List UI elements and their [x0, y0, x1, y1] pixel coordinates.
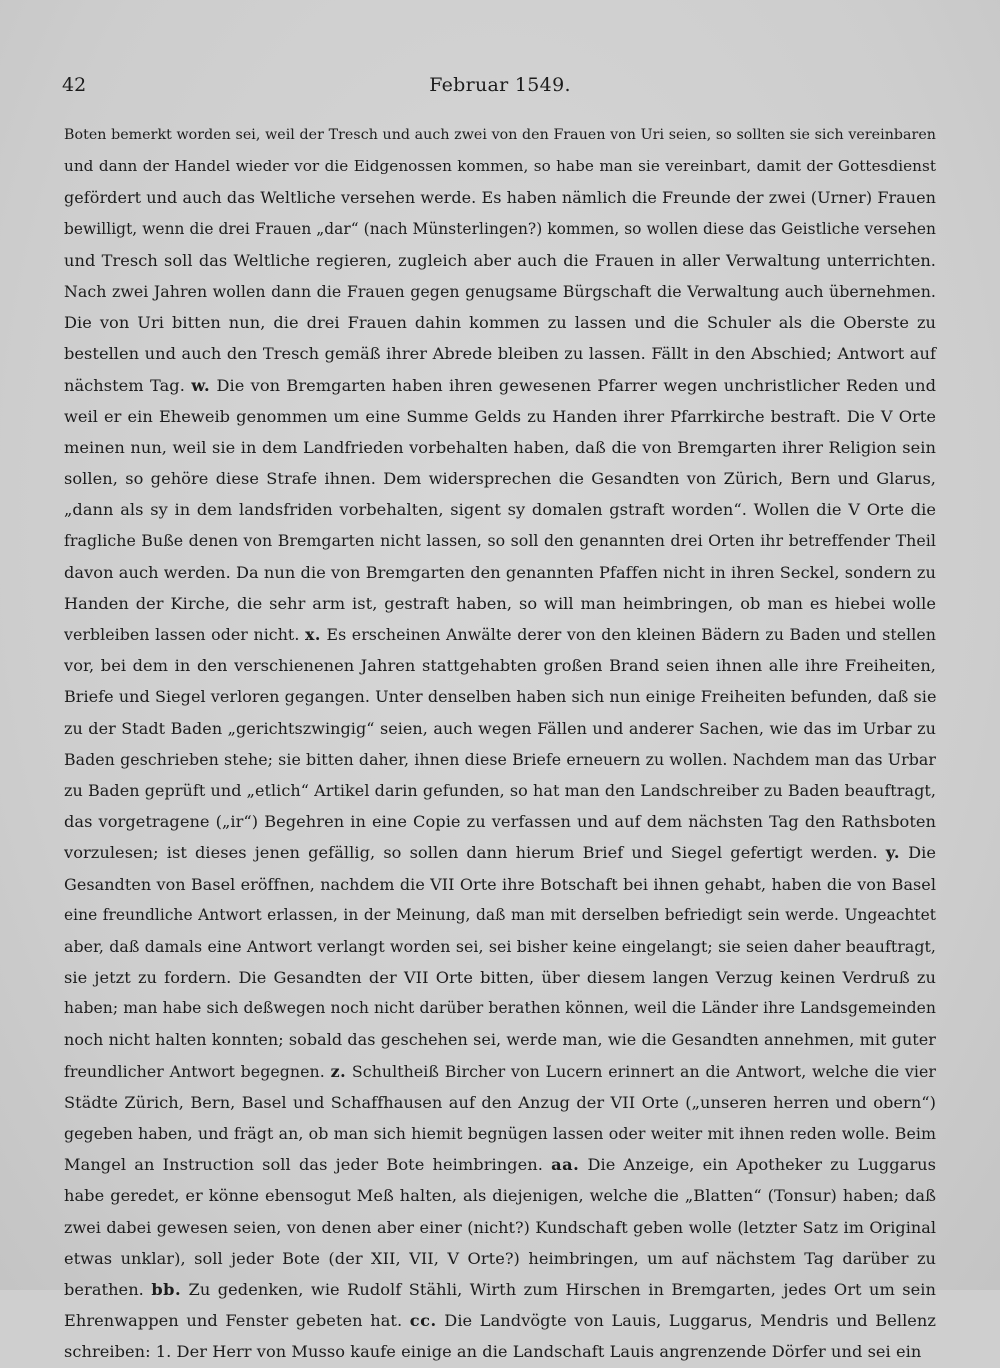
text-line: [64, 619, 936, 650]
section-marker: y.: [885, 843, 900, 863]
text-line: und dann der Handel wieder vor die Eidgenossen kommen, so habe man sie vereinbart, damit der Gottesdienst: [64, 157, 936, 176]
text-segment: verbleiben lassen oder nicht.: [64, 625, 305, 644]
text-line: etwas unklar), soll jeder Bote (der XII, VII, V Orte?) heimbringen, um auf nächstem Tag darüber zu: [64, 1248, 936, 1268]
text-line: schreiben: 1. Der Herr von Musso kaufe einige an die Landschaft Lauis angrenzende Dörfer und sei ein: [64, 1342, 922, 1362]
text-segment: berathen.: [64, 1279, 152, 1299]
text-line: bewilligt, wenn die drei Frauen „dar“ (nach Münsterlingen?) kommen, so wollen diese das Geistliche versehen: [64, 219, 936, 238]
text-segment: Mangel an Instruction soll das jeder Bote heimbringen.: [64, 1155, 552, 1175]
text-line: fragliche Buße denen von Bremgarten nicht lassen, so soll den genannten drei Orten ihr betreffender Theil: [64, 531, 936, 551]
text-line: Nach zwei Jahren wollen dann die Frauen gegen genugsame Bürgschaft die Verwaltung auch übernehmen.: [64, 281, 936, 301]
section-marker: aa.: [551, 1155, 580, 1175]
text-segment: freundlicher Antwort begegnen.: [64, 1061, 331, 1081]
running-title: Februar 1549.: [429, 74, 571, 96]
text-line: [64, 1056, 936, 1087]
text-line: haben; man habe sich deßwegen noch nicht darüber berathen können, weil die Länder ihre Landsgemeinden: [64, 999, 936, 1018]
text-line: zu der Stadt Baden „gerichtszwingig“ seien, auch wegen Fällen und anderer Sachen, wie das im Urbar zu: [64, 718, 936, 738]
text-line: sie jetzt zu fordern. Die Gesandten der VII Orte bitten, über diesem langen Verzug keinen Verdruß zu: [64, 968, 936, 988]
text-line: vor, bei dem in den verschienenen Jahren stattgehabten großen Brand seien ihnen alle ihre Freiheiten,: [64, 656, 936, 676]
text-line: [64, 837, 936, 868]
text-line: Handen der Kirche, die sehr arm ist, gestraft haben, so will man heimbringen, ob man es hiebei wolle: [64, 593, 936, 613]
text-line: zu Baden geprüft und „etlich“ Artikel darin gefunden, so hat man den Landschreiber zu Baden beauftragt,: [64, 780, 936, 800]
text-segment: vorzulesen; ist dieses jenen gefällig, so sollen dann hierum Brief und Siegel gefertigt werden.: [64, 843, 886, 863]
text-line: habe geredet, er könne ebensogut Meß halten, als diejenigen, welche die „Blatten“ (Tonsur) haben; daß: [64, 1186, 936, 1206]
text-segment: Schultheiß Bircher von Lucern erinnert an die Antwort, welche die vier: [346, 1061, 936, 1081]
text-segment: Die: [899, 843, 936, 863]
section-marker: z.: [330, 1061, 347, 1081]
section-marker: cc.: [409, 1311, 437, 1331]
text-line: zwei dabei gewesen seien, von denen aber einer (nicht?) Kundschaft geben wolle (letzter Satz im Original: [64, 1217, 936, 1237]
text-line: Die von Uri bitten nun, die drei Frauen dahin kommen zu lassen und die Schuler als die Oberste zu: [64, 313, 936, 333]
text-line: noch nicht halten konnten; sobald das geschehen sei, werde man, wie die Gesandten annehmen, mit guter: [64, 1030, 936, 1050]
text-segment: nächstem Tag.: [64, 375, 192, 395]
text-line: [64, 370, 936, 401]
section-marker: w.: [191, 375, 211, 395]
text-line: gegeben haben, und frägt an, ob man sich hiemit begnügen lassen oder weiter mit ihnen reden wolle. Beim: [64, 1124, 936, 1143]
text-line: davon auch werden. Da nun die von Bremgarten den genannten Pfaffen nicht in ihren Seckel, sondern zu: [64, 562, 936, 582]
page-header: [62, 74, 938, 104]
section-marker: x.: [304, 625, 321, 644]
text-segment: Ehrenwappen und Fenster gebeten hat.: [64, 1311, 410, 1331]
text-line: Städte Zürich, Bern, Basel und Schaffhausen auf den Anzug der VII Orte („unseren herren und obern“): [64, 1092, 936, 1112]
text-line: [64, 1305, 936, 1336]
text-line: sollen, so gehöre diese Strafe ihnen. Dem widersprechen die Gesandten von Zürich, Bern und Glarus,: [64, 469, 936, 489]
text-segment: Die Anzeige, ein Apotheker zu Luggarus: [579, 1155, 936, 1175]
text-line: „dann als sy in dem landsfriden vorbehalten, sigent sy domalen gstraft worden“. Wollen die V Orte die: [64, 500, 936, 520]
text-line: und Tresch soll das Weltliche regieren, zugleich aber auch die Frauen in aller Verwaltung unterrichten.: [64, 250, 936, 270]
text-segment: Es erscheinen Anwälte derer von den kleinen Bädern zu Baden und stellen: [320, 625, 936, 644]
text-line: Gesandten von Basel eröffnen, nachdem die VII Orte ihre Botschaft bei ihnen gehabt, haben die von Basel: [64, 874, 936, 894]
page-number: 42: [62, 74, 87, 96]
text-segment: Zu gedenken, wie Rudolf Stähli, Wirth zum Hirschen in Bremgarten, jedes Ort um sein: [181, 1279, 936, 1299]
text-line: gefördert und auch das Weltliche versehen werde. Es haben nämlich die Freunde der zwei (Urner) Frauen: [64, 188, 936, 208]
text-line: Briefe und Siegel verloren gegangen. Unter denselben haben sich nun einige Freiheiten befunden, daß sie: [64, 687, 937, 707]
text-line: eine freundliche Antwort erlassen, in der Meinung, daß man mit derselben befriedigt sein werde. Ungeachtet: [64, 905, 936, 924]
text-line: aber, daß damals eine Antwort verlangt worden sei, sei bisher keine eingelangt; sie seien daher beauftragt,: [64, 936, 936, 956]
text-segment: Die Landvögte von Lauis, Luggarus, Mendris und Bellenz: [436, 1311, 936, 1331]
text-segment: Die von Bremgarten haben ihren gewesenen Pfarrer wegen unchristlicher Reden und: [210, 375, 936, 395]
text-line: meinen nun, weil sie in dem Landfrieden vorbehalten haben, daß die von Bremgarten ihrer Religion sein: [64, 437, 936, 457]
text-line: Boten bemerkt worden sei, weil der Tresch und auch zwei von den Frauen von Uri seien, so sollten sie sich vereinbaren: [64, 127, 936, 143]
text-line: Baden geschrieben stehe; sie bitten daher, ihnen diese Briefe erneuern zu wollen. Nachdem man das Urbar: [64, 749, 936, 769]
text-line: [64, 1149, 936, 1180]
section-marker: bb.: [151, 1279, 182, 1299]
text-line: das vorgetragene („ir“) Begehren in eine Copie zu verfassen und auf dem nächsten Tag den Rathsboten: [64, 812, 936, 832]
body-text: [64, 120, 936, 1368]
text-line: bestellen und auch den Tresch gemäß ihrer Abrede bleiben zu lassen. Fällt in den Abschied; Antwort auf: [64, 344, 936, 364]
text-line: weil er ein Eheweib genommen um eine Summe Gelds zu Handen ihrer Pfarrkirche bestraft. Die V Orte: [64, 406, 936, 426]
